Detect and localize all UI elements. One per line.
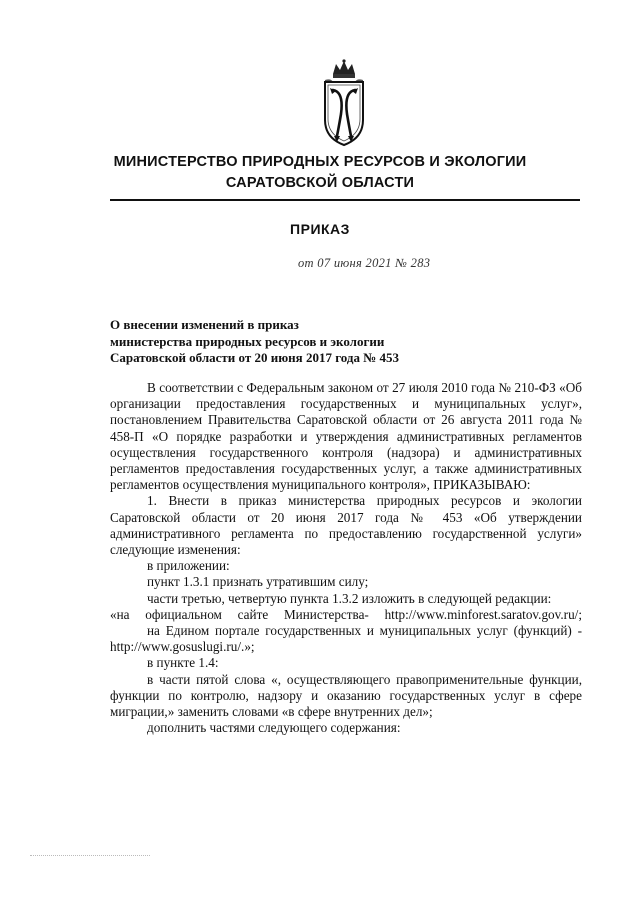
- header-divider: [110, 199, 580, 201]
- body-paragraph: на Едином портале государственных и муниципальных услуг (функций) - http://www.gosuslugi.ru/.»;: [110, 623, 582, 655]
- subject-line: Саратовской области от 20 июня 2017 года № 453: [110, 350, 400, 365]
- subject-line: министерства природных ресурсов и экологии: [110, 333, 385, 349]
- order-subject: [110, 317, 470, 367]
- document-type: ПРИКАЗ: [290, 221, 350, 237]
- order-date-number: от 07 июня 2021 № 283: [298, 256, 431, 270]
- body-paragraph: 1. Внести в приказ министерства природных ресурсов и экологии Саратовской области от 20 июня 2017 года № 453 «Об утверждении административного регламента по предоставлению государственной услуги» следующие изменения:: [110, 493, 582, 558]
- body-paragraph: В соответствии с Федеральным законом от 27 июля 2010 года № 210-ФЗ «Об организации предоставления государственных и муниципальных услуг», постановлением Правительства Саратовской области от 26 августа 2011 года № 458-П «О порядке разработки и утверждения административных регламентов осуществления государственного контроля (надзора) и административных регламентов предоставления государственных услуг, а также административных регламентов осуществления муниципального контроля», ПРИКАЗЫВАЮ:: [110, 380, 582, 493]
- body-paragraph: в пункте 1.4:: [147, 655, 219, 671]
- coat-of-arms-emblem: [319, 58, 369, 148]
- scan-artifact: [30, 855, 150, 858]
- order-body: [110, 380, 582, 736]
- body-paragraph: дополнить частями следующего содержания:: [147, 720, 401, 736]
- body-paragraph: «на официальном сайте Министерства- http://www.minforest.saratov.gov.ru/;: [110, 606, 582, 622]
- ministry-name-line-2: САРАТОВСКОЙ ОБЛАСТИ: [225, 175, 415, 191]
- body-paragraph: в приложении:: [147, 558, 230, 574]
- ministry-name: [0, 152, 640, 194]
- ministry-name-line-1: МИНИСТЕРСТВО ПРИРОДНЫХ РЕСУРСОВ И ЭКОЛОГИИ: [113, 154, 527, 170]
- subject-line: О внесении изменений в приказ: [110, 317, 299, 332]
- body-paragraph: пункт 1.3.1 признать утратившим силу;: [147, 574, 369, 590]
- body-paragraph: части третью, четвертую пункта 1.3.2 изложить в следующей редакции:: [147, 590, 552, 606]
- body-paragraph: в части пятой слова «, осуществляющего правоприменительные функции, функции по контролю, надзору и оказанию государственных услуг в сфере миграции,» заменить словами «в сфере внутренних дел»;: [110, 671, 582, 720]
